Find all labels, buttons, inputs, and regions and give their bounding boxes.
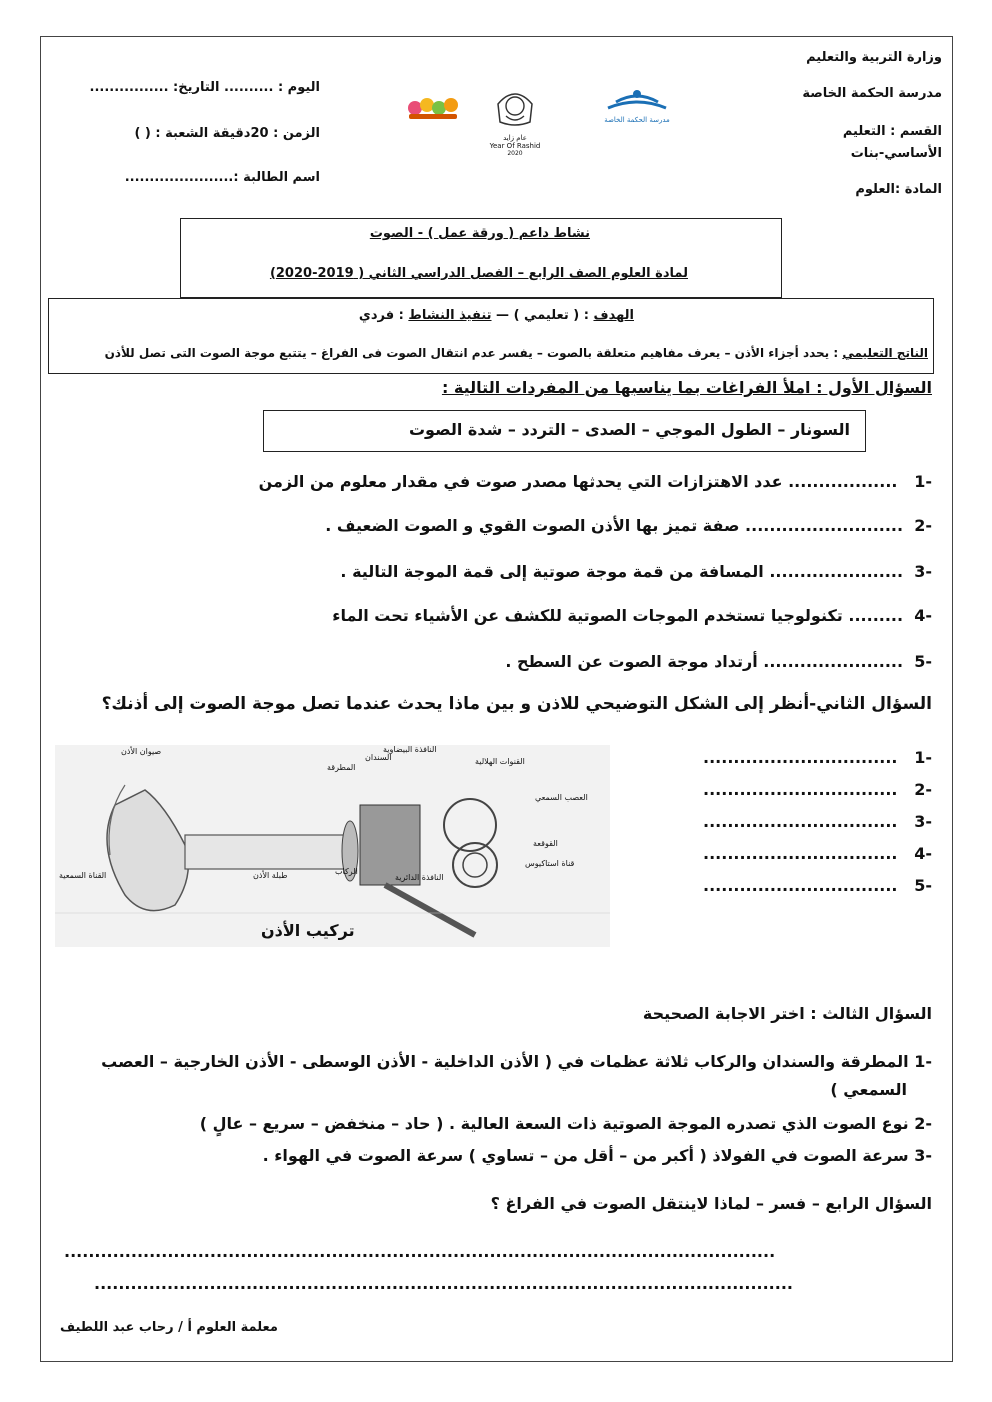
q3-item-num: -3 <box>914 1146 932 1165</box>
q3-item <box>101 1052 932 1071</box>
q3-title: السؤال الثالث : اختر الاجابة الصحيحة <box>642 1004 932 1023</box>
fig-label: النافذة الدائرية <box>395 873 444 882</box>
colorful-logo <box>405 96 461 122</box>
q3-item-num: -2 <box>914 1114 932 1133</box>
q1-item-num: -1 <box>914 472 932 491</box>
fig-label: المطرقة <box>327 763 356 772</box>
q1-item <box>505 652 932 671</box>
teacher-name: معلمة العلوم أ / رحاب عبد اللطيف <box>60 1320 278 1335</box>
fig-label: قناة استاكيوس <box>525 859 575 868</box>
q2-title: السؤال الثاني-أنظر إلى الشكل التوضيحي للاذن و بين ماذا يحدث عندما تصل موجة الصوت إلى أذنك؟ <box>101 694 932 714</box>
q1-item-text: ...................... المسافة من قمة موجة صوتية إلى قمة الموجة التالية . <box>340 562 904 581</box>
fig-label: القناة السمعية <box>59 871 107 880</box>
logo-year-en: Year Of Rashid <box>489 142 541 150</box>
q2-line-num: -1 <box>914 748 932 767</box>
q1-item <box>259 472 932 491</box>
school-logo <box>596 88 678 124</box>
q2-answer-line <box>703 748 932 767</box>
outcome-label: الناتج التعليمي <box>842 346 928 360</box>
fig-label: السندان <box>365 753 392 762</box>
ear-diagram <box>55 745 610 947</box>
figure-caption: تركيب الأذن <box>261 921 355 940</box>
subject-label: المادة :العلوم <box>855 182 942 197</box>
q3-item-continued: السمعي ) <box>830 1080 907 1099</box>
q1-item-text: .................. عدد الاهتزازات التي يحدثها مصدر صوت في مقدار معلوم من الزمن <box>258 472 898 491</box>
q4-title: السؤال الرابع – فسر – لماذا لاينتقل الصوت في الفراغ ؟ <box>490 1194 932 1213</box>
q2-line-num: -2 <box>914 780 932 799</box>
q1-item-text: ....................... أرتداد موجة الصوت عن السطح . <box>505 652 904 671</box>
q1-title: السؤال الأول : املأ الفراغات بما يناسبها من المفردات التالية : <box>441 378 932 397</box>
q2-answer-line <box>703 844 932 863</box>
q1-item <box>332 606 932 625</box>
department-line2: الأساسي-بنات <box>850 146 942 161</box>
year-of-logo <box>484 82 546 157</box>
q2-line-dots: ................................ <box>703 748 898 767</box>
q2-line-dots: ................................ <box>703 844 898 863</box>
time-section-field: الزمن : 20دقيقة الشعبة : ( ) <box>134 126 320 141</box>
q2-line-dots: ................................ <box>703 780 898 799</box>
q2-answer-line <box>703 780 932 799</box>
fig-label: صيوان الأذن <box>121 747 162 756</box>
q1-item-num: -4 <box>914 606 932 625</box>
q4-answer-line: ................................................................................................................... <box>94 1274 793 1293</box>
q2-line-num: -3 <box>914 812 932 831</box>
student-name-field: اسم الطالبة :...................... <box>124 170 320 185</box>
goal-line <box>359 308 634 323</box>
q2-line-dots: ................................ <box>703 812 898 831</box>
q3-item-num: -1 <box>914 1052 932 1071</box>
portrait-icon <box>484 82 546 130</box>
fig-label: العصب السمعي <box>535 793 588 802</box>
outcome-text: : يحدد أجزاء الأذن – يعرف مفاهيم متعلقة بالصوت – يفسر عدم انتقال الصوت فى الفراغ – يتتبع موجة الصوت التى تصل للأذن <box>104 346 839 360</box>
department-line1: القسم : التعليم <box>842 124 942 139</box>
q1-item-num: -5 <box>914 652 932 671</box>
fig-label: القوقعة <box>533 839 558 848</box>
logo-school-text: مدرسة الحكمة الخاصة <box>604 116 670 124</box>
q2-line-dots: ................................ <box>703 876 898 895</box>
q3-item-text: سرعة الصوت في الفولاذ ( أكبر من – أقل من – تساوي ) سرعة الصوت في الهواء . <box>262 1146 909 1165</box>
activity-subtitle: لمادة العلوم الصف الرابع – الفصل الدراسي الثاني ( 2019-2020) <box>269 266 688 281</box>
q2-line-num: -5 <box>914 876 932 895</box>
logo-year-num: 2020 <box>507 150 523 157</box>
q1-item <box>325 516 932 535</box>
q4-answer-line: ..................................................................................................................... <box>64 1242 776 1261</box>
q1-item-text: .......................... صفة تميز بها الأذن الصوت القوي و الصوت الضعيف . <box>325 516 904 535</box>
school-name: مدرسة الحكمة الخاصة <box>802 86 942 101</box>
day-date-field: اليوم : .......... التاريخ: ................ <box>89 80 320 95</box>
activity-title: نشاط داعم ( ورقة عمل ) - الصوت <box>369 226 590 241</box>
q1-item <box>340 562 932 581</box>
goal-label: الهدف <box>593 308 634 323</box>
q3-item-text: المطرقة والسندان والركاب ثلاثة عظمات في ( الأذن الداخلية - الأذن الوسطى - الأذن الخارجية – العصب <box>101 1052 909 1071</box>
outcome-line <box>105 346 928 360</box>
fig-label: طبلة الأذن <box>253 871 288 880</box>
ministry-name: وزارة التربية والتعليم <box>806 50 942 65</box>
q2-answer-line <box>703 876 932 895</box>
q3-item <box>200 1114 932 1133</box>
word-bank: السونار – الطول الموجي – الصدى – التردد – شدة الصوت <box>408 420 850 439</box>
q3-item <box>263 1146 932 1165</box>
school-logo-icon <box>596 88 678 112</box>
ear-canal <box>185 835 345 869</box>
goal-text: : ( تعليمي ) — <box>496 308 589 323</box>
logo-year-ar: عام زايد <box>503 134 527 142</box>
q1-item-num: -2 <box>914 516 932 535</box>
q2-line-num: -4 <box>914 844 932 863</box>
fig-label: القنوات الهلالية <box>475 757 525 766</box>
q3-item-text: نوع الصوت الذي تصدره الموجة الصوتية ذات السعة العالية . ( حاد – منخفض – سريع – عالٍ ) <box>199 1114 909 1133</box>
exec-label: تنفيذ النشاط <box>408 308 492 323</box>
exec-text: : فردي <box>358 308 404 323</box>
fig-label: النافذة البيضاوية <box>383 745 437 754</box>
q1-item-num: -3 <box>914 562 932 581</box>
fig-label: الركاب <box>335 867 358 876</box>
q1-item-text: ......... تكنولوجيا تستخدم الموجات الصوتية للكشف عن الأشياء تحت الماء <box>332 606 904 625</box>
q2-answer-line <box>703 812 932 831</box>
